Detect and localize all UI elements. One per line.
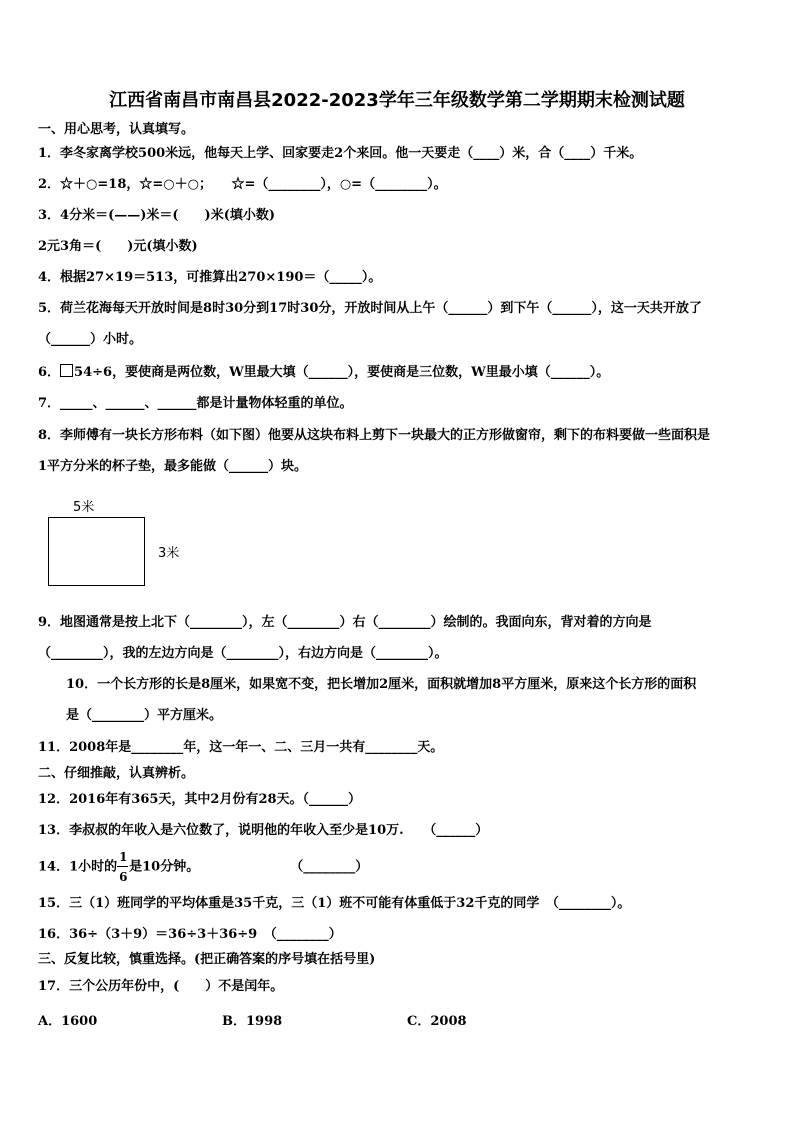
question-14	[38, 850, 369, 884]
question-6	[38, 364, 609, 382]
fraction-bar	[117, 866, 128, 867]
question-6-number: 6．	[38, 365, 61, 380]
question-14-prefix: 14．1小时的	[38, 859, 118, 875]
question-9-line-2: （________），我的左边方向是（________），右边方向是（________）。	[38, 646, 448, 661]
question-1: 1．李冬家离学校500米远，他每天上学、回家要走2个来回。他一天要走（____）米，合（____）千米。	[38, 146, 643, 161]
option-b: B．1998	[222, 1014, 283, 1029]
question-2: 2．☆＋○=18，☆=○＋○； ☆=（________），○=（________）。	[38, 177, 447, 192]
question-7: 7．_____、______、______都是计量物体轻重的单位。	[38, 396, 353, 411]
question-10-line-2: 是（________）平方厘米。	[66, 708, 223, 723]
question-10-line-1: 10．一个长方形的长是8厘米，如果宽不变，把长增加2厘米，面积就增加8平方厘米，原来这个长方形的面积	[66, 677, 697, 692]
question-3-line-1: 3．4分米＝(——)米＝( )米(填小数)	[38, 208, 275, 223]
option-a: A．1600	[38, 1014, 98, 1029]
section-1-heading: 一、用心思考，认真填写。	[38, 122, 195, 137]
question-4: 4．根据27×19＝513，可推算出270×190＝（_____）。	[38, 270, 382, 285]
option-c: C．2008	[407, 1014, 467, 1029]
figure-height-label: 3米	[158, 546, 180, 561]
question-8-line-2: 1平方分米的杯子垫，最多能做（______）块。	[38, 459, 308, 474]
fraction-denominator: 6	[119, 870, 128, 884]
question-11: 11．2008年是________年，这一年一、二、三月一共有________天。	[38, 740, 444, 755]
question-12: 12．2016年有365天，其中2月份有28天。（______）	[38, 792, 362, 807]
section-2-heading: 二、仔细推敲，认真辨析。	[38, 766, 195, 781]
page-title: 江西省南昌市南昌县2022-2023学年三年级数学第二学期期末检测试题	[109, 90, 685, 111]
question-15: 15．三（1）班同学的平均体重是35千克，三（1）班不可能有体重低于32千克的同学 （________）。	[38, 896, 631, 911]
question-16: 16．36÷（3＋9）＝36÷3＋36÷9 （________）	[38, 927, 342, 942]
question-9-line-1: 9．地图通常是按上北下（________），左（________）右（________）绘制的。我面向东，背对着的方向是	[38, 615, 652, 630]
question-8-line-1: 8．李师傅有一块长方形布料（如下图）他要从这块布料上剪下一块最大的正方形做窗帘，剩下的布料要做一些面积是	[38, 428, 711, 443]
cloth-rectangle-figure	[48, 517, 145, 586]
question-13: 13．李叔叔的年收入是六位数了，说明他的年收入至少是10万. （______）	[38, 823, 489, 838]
blank-square-icon	[60, 364, 73, 377]
question-3-line-2: 2元3角＝( )元(填小数)	[38, 239, 198, 254]
fraction-one-sixth	[117, 850, 129, 884]
section-3-heading: 三、反复比较，慎重选择。(把正确答案的序号填在括号里)	[38, 952, 376, 967]
fraction-numerator: 1	[119, 850, 128, 864]
question-17: 17．三个公历年份中，( ）不是闰年。	[38, 979, 284, 994]
figure-width-label: 5米	[73, 500, 95, 515]
question-5-line-2: （______）小时。	[38, 332, 143, 347]
question-6-text: 54÷6，要使商是两位数，W里最大填（______），要使商是三位数，W里最小填（______）。	[74, 365, 610, 380]
question-14-suffix: 是10分钟。 （________）	[129, 859, 369, 875]
question-5-line-1: 5．荷兰花海每天开放时间是8时30分到17时30分，开放时间从上午（______）到下午（______），这一天共开放了	[38, 301, 702, 316]
